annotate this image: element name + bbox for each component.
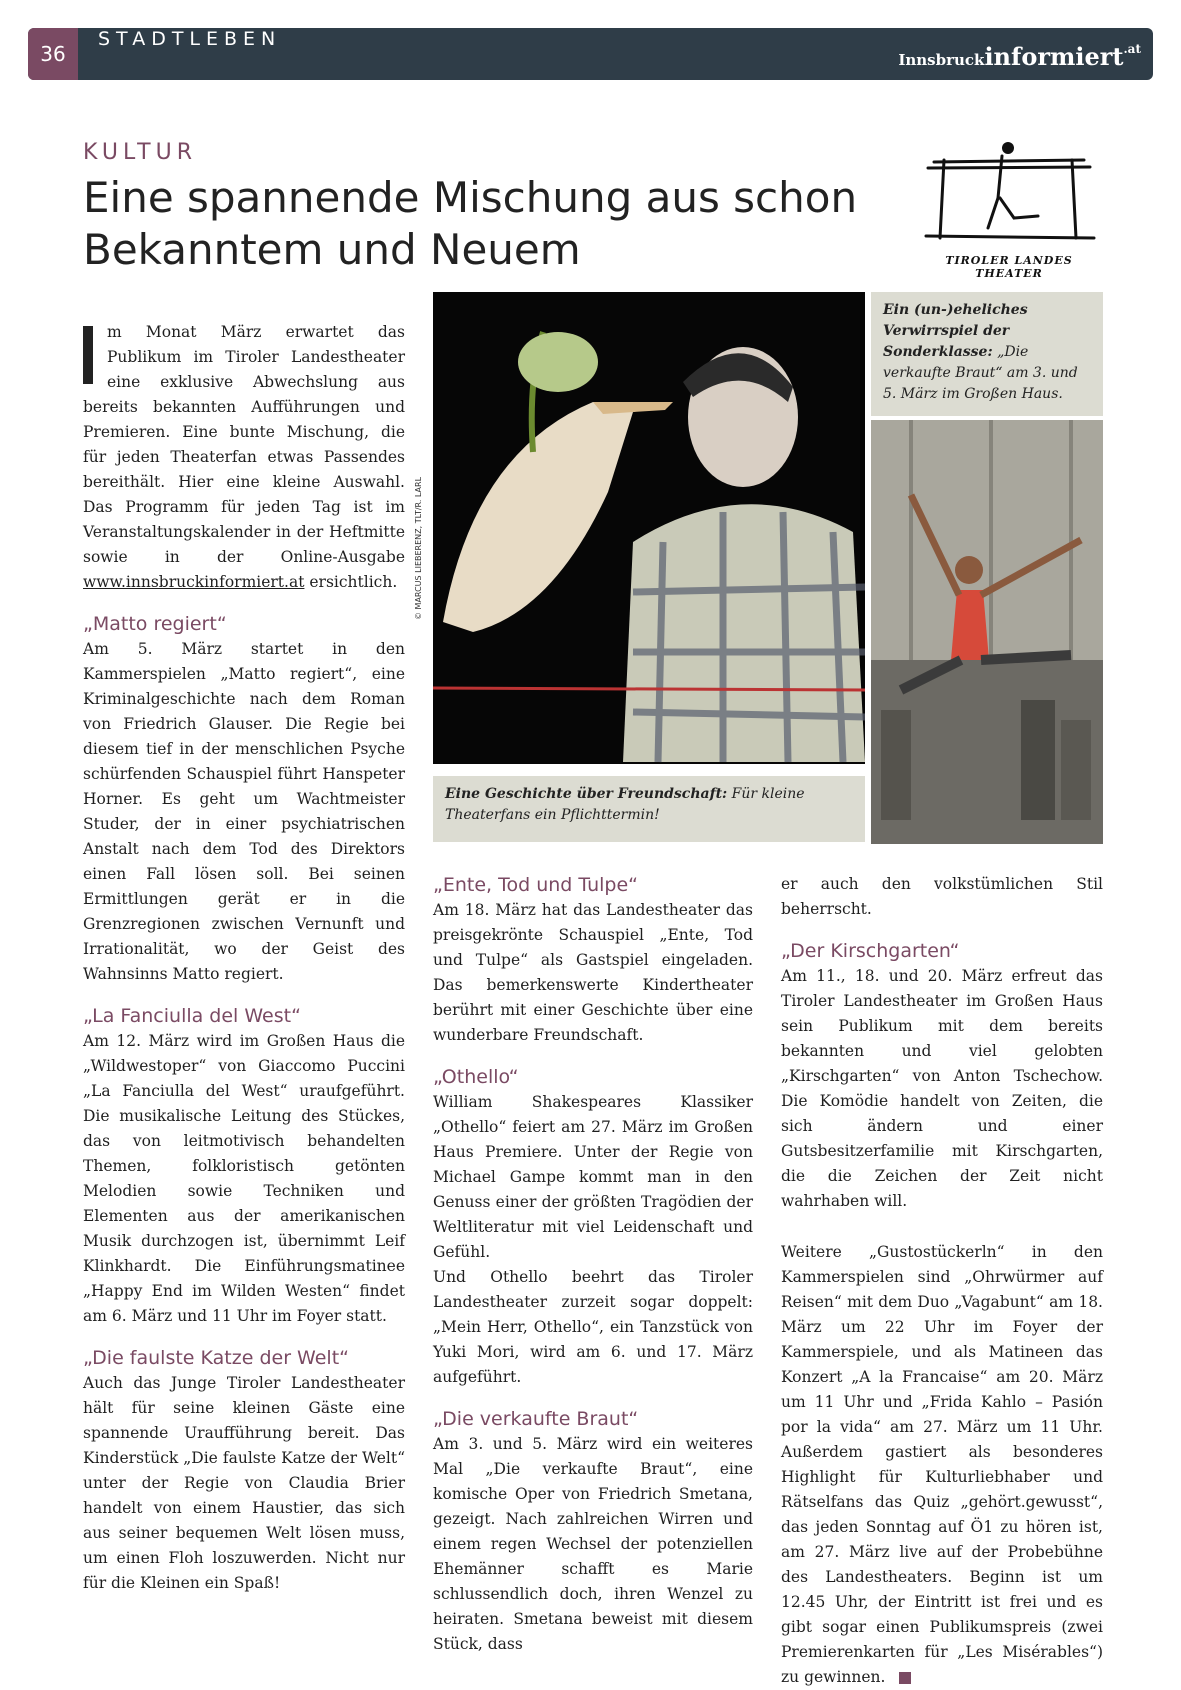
brand-small: Innsbruck bbox=[898, 51, 985, 69]
section-text: William Shakespeares Klassiker „Othello“ feiert am 27. März im Großen Haus Premiere. Unter der Regie von Michael Gampe kommt man in den Genuss einer der größten Tragödien der Weltliteratur mit viel Leidenschaft und Gefühl. bbox=[433, 1093, 753, 1261]
caption-side-text: „Die verkaufte Braut“ am 3. und 5. März im Großen Haus. bbox=[883, 344, 1078, 402]
brand-suffix: .at bbox=[1123, 42, 1141, 56]
caption-main bbox=[433, 776, 865, 842]
section-text: Am 12. März wird im Großen Haus die „Wildwestoper“ von Giaccomo Puccini „La Fanciulla del West“ uraufgeführt. Die musikalische Leitung des Stückes, das von leitmotivisch behandelten Themen, folkloristisch getönten Melodien sowie Techniken und Elementen aus der amerikanischen Musik durchzogen ist, übernimmt Leif Klinkhardt. Die Einführungsmatinee „Happy End im Wilden Westen“ findet am 6. März und 11 Uhr im Foyer statt. bbox=[83, 1032, 405, 1325]
puppet-photo-illustration bbox=[433, 292, 865, 764]
section-text: Am 18. März hat das Landestheater das preisgekrönte Schauspiel „Ente, Tod und Tulpe“ als Gastspiel eingeladen. Das bemerkenswerte Kindertheater berührt mit einer Geschichte über eine wunderbare Freundschaft. bbox=[433, 901, 753, 1044]
closing-paragraph: Weitere „Gustostückerln“ in den Kammerspielen sind „Ohrwürmer auf Reisen“ mit dem Duo „Vagabunt“ am 18. März um 22 Uhr im Foyer der Kammerspiele, und als Matineen das Konzert „A la Francaise“ am 20. März um 11 Uhr und „Frida Kahlo – Pasión por la vida“ am 27. März um 11 Uhr. Außerdem gastiert als besonderes Highlight für Kulturliebhaber und Rätselfans das Quiz „gehört.gewusst“, das jeden Sonntag auf Ö1 zu hören ist, am 27. März live auf der Probebühne des Landestheaters. Beginn ist um 12.45 Uhr, der Eintritt ist frei und es gibt sogar einen Publikumspreis (zwei Premierenkarten für „Les Misérables“) zu gewinnen. bbox=[781, 1243, 1103, 1686]
photo-dancer bbox=[871, 420, 1103, 844]
theater-logo-icon bbox=[918, 140, 1100, 268]
section-heading: „Die verkaufte Braut“ bbox=[433, 1408, 639, 1430]
section-heading: „La Fanciulla del West“ bbox=[83, 1005, 301, 1027]
page-number: 36 bbox=[28, 28, 78, 80]
section-text: Am 11., 18. und 20. März erfreut das Tiroler Landestheater im Großen Haus sein Publikum mit dem bereits bekannten und viel gelobten „Kirschgarten“ von Anton Tschechow. Die Komödie handelt von Zeiten, die sich ändern und einer Gutsbesitzerfamilie mit Kirschgarten, die die Zeichen der Zeit nicht wahrhaben will. bbox=[781, 967, 1103, 1210]
section-heading: „Die faulste Katze der Welt“ bbox=[83, 1347, 349, 1369]
column-2 bbox=[433, 872, 753, 1657]
section-heading: „Matto regiert“ bbox=[83, 613, 227, 635]
section-heading: „Ente, Tod und Tulpe“ bbox=[433, 874, 639, 896]
header-bar bbox=[28, 28, 1153, 80]
section-text: Am 3. und 5. März wird ein weiteres Mal „Die verkaufte Braut“, eine komische Oper von Friedrich Smetana, gezeigt. Nach zahlreichen Wirren und einem regen Wechsel der potenziellen Ehemänner schafft es Marie schlussendlich doch, ihren Wenzel zu heiraten. Smetana beweist mit diesem Stück, dass bbox=[433, 1435, 753, 1653]
end-mark-icon bbox=[899, 1672, 911, 1684]
section-text: Auch das Junge Tiroler Landestheater hält für seine kleinen Gäste eine spannende Uraufführung bereit. Das Kinderstück „Die faulste Katze der Welt“ unter der Regie von Claudia Brier handelt von einem Haustier, das sich aus seiner bequemen Welt lösen muss, um einen Floh loszuwerden. Nicht nur für die Kleinen ein Spaß! bbox=[83, 1374, 405, 1592]
headline: Eine spannende Mischung aus schon Bekanntem und Neuem bbox=[83, 173, 858, 274]
dancer-photo-illustration bbox=[871, 420, 1103, 844]
logo-caption: TIROLER LANDES THEATER bbox=[945, 254, 1073, 280]
website-link[interactable]: www.innsbruckinformiert.at bbox=[83, 573, 305, 591]
section-text: Und Othello beehrt das Tiroler Landestheater zurzeit sogar doppelt: „Mein Herr, Othello“, ein Tanzstück von Yuki Mori, wird am 6. und 17. März aufgeführt. bbox=[433, 1268, 753, 1386]
caption-side-bold: Ein (un-)eheliches Verwirrspiel der Sonderklasse: bbox=[883, 302, 1028, 360]
dropcap bbox=[83, 326, 93, 384]
section-heading: „Othello“ bbox=[433, 1066, 519, 1088]
caption-side bbox=[871, 292, 1103, 416]
photo-credit: © MARCUS LIEBERENZ, TLT/R. LARL bbox=[414, 476, 423, 620]
intro-paragraph: m Monat März erwartet das Publikum im Tiroler Landestheater eine exklusive Abwechslung aus bereits bekannten Aufführungen und Premieren. Eine bunte Mischung, die für jeden Theaterfan etwas Passendes bereithält. Hier eine kleine Auswahl. Das Programm für jeden Tag ist im Veranstaltungskalender in der Heftmitte sowie in der Online-Ausgabe www.innsbruckinformiert.at ersichtlich. bbox=[83, 323, 405, 591]
kicker: KULTUR bbox=[83, 140, 197, 165]
column-1 bbox=[83, 320, 405, 1596]
section-text: Am 5. März startet in den Kammerspielen „Matto regiert“, eine Kriminalgeschichte nach dem Roman von Friedrich Glauser. Die Regie bei diesem tief in der menschlichen Psyche schürfenden Schauspiel führt Hanspeter Horner. Es geht um Wachtmeister Studer, der in einer psychiatrischen Anstalt nach dem Tod des Direktors einen Fall lösen soll. Bei seinen Ermittlungen gerät er in die Grenzregionen zwischen Vernunft und Irrationalität, wo der Geist des Wahnsinns Matto regiert. bbox=[83, 640, 405, 983]
column-3 bbox=[781, 872, 1103, 1690]
section-title: STADTLEBEN bbox=[98, 28, 282, 50]
photo-puppet bbox=[433, 292, 865, 764]
caption-main-bold: Eine Geschichte über Freundschaft: bbox=[445, 786, 728, 802]
brand-logo bbox=[898, 42, 1141, 71]
section-text-continued: er auch den volkstümlichen Stil beherrscht. bbox=[781, 875, 1103, 918]
brand-large: informiert bbox=[984, 42, 1124, 71]
caption-main-text: Für kleine Theaterfans ein Pflichttermin! bbox=[445, 786, 805, 823]
section-heading: „Der Kirschgarten“ bbox=[781, 940, 960, 962]
